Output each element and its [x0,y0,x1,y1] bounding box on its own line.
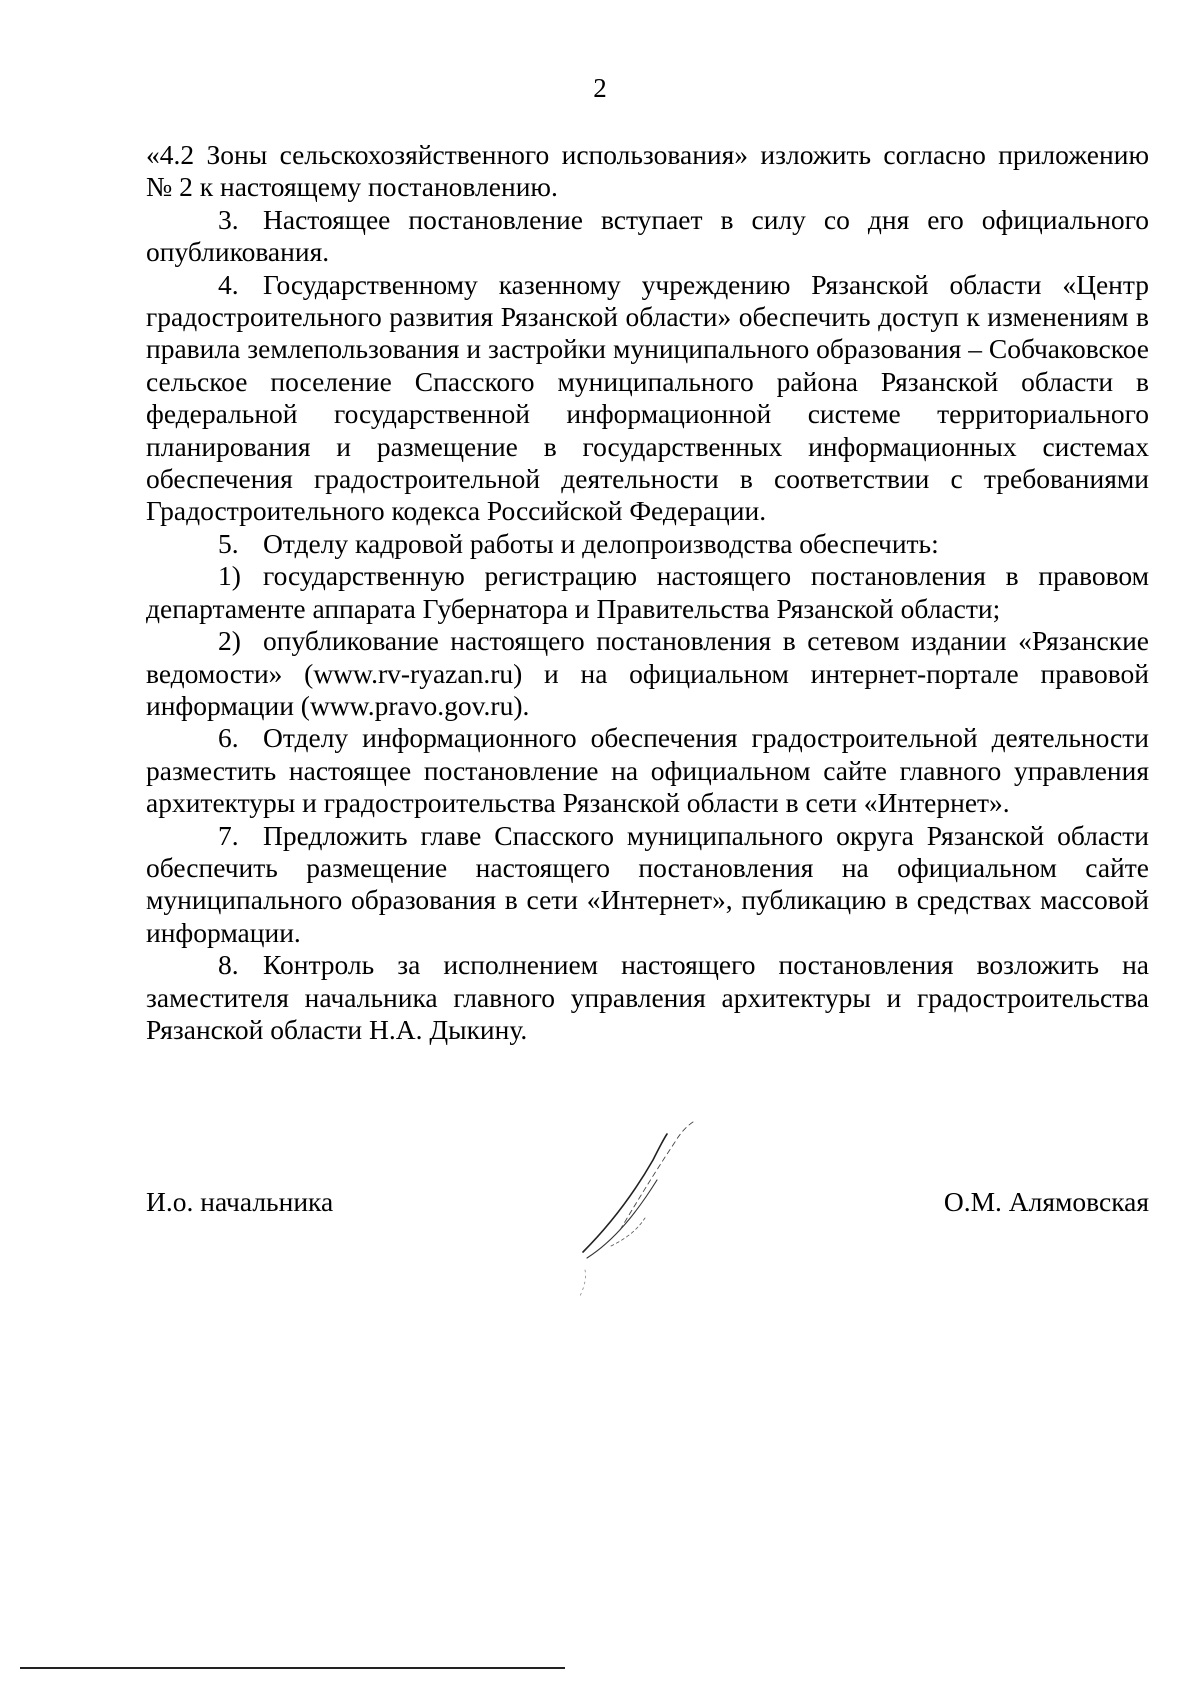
paragraph-number: 4. [218,268,239,300]
paragraph-5 [146,528,1149,560]
bottom-divider [20,1667,565,1669]
page-number: 2 [593,73,607,103]
paragraph-text: Контроль за исполнением настоящего постановления возложить на заместителя начальника главного управления архитектуры и градостроительства Рязанской области Н.А. Дыкину. [146,949,1149,1045]
paragraph-4-2-continuation [146,139,1149,204]
paragraph-number: 2) [218,625,241,657]
paragraph-number: 3. [218,203,239,235]
signatory-position: И.о. начальника [146,1186,334,1217]
paragraph-number: 7. [218,819,239,851]
paragraph-text: опубликование настоящего постановления в сетевом издании «Рязанские ведомости» (www.rv-ryazan.ru) и на официальном интернет-портале правовой информации (www.pravo.gov.ru). [146,625,1149,721]
paragraph-text: Настоящее постановление вступает в силу со дня его официального опубликования. [146,203,1149,268]
document-body [146,139,1149,1046]
subparagraph-2 [146,625,1149,722]
signature-block [146,1186,1149,1220]
paragraph-text: «4.2 Зоны сельскохозяйственного использования» изложить согласно приложению № 2 к настоящему постановлению. [146,139,1149,203]
paragraph-8 [146,949,1149,1046]
paragraph-text: государственную регистрацию настоящего постановления в правовом департаменте аппарата Губернатора и Правительства Рязанской области; [146,560,1149,624]
paragraph-3 [146,204,1149,269]
paragraph-number: 5. [218,527,239,559]
paragraph-number: 8. [218,949,239,981]
subparagraph-1 [146,560,1149,625]
paragraph-text: Предложить главе Спасского муниципального округа Рязанской области обеспечить размещение настоящего постановления на официальном сайте муниципального образования в сети «Интернет», публикацию в средствах массовой информации. [146,819,1149,948]
paragraph-number: 6. [218,722,239,754]
paragraph-number: 1) [218,560,241,592]
signatory-name: О.М. Алямовская [943,1186,1149,1217]
paragraph-text: Государственному казенному учреждению Рязанской области «Центр градостроительного развития Рязанской области» обеспечить доступ к изменениям в правила землепользования и застройки муниципального образования – Собчаковское сельское поселение Спасского муниципального района Рязанской области в федеральной государственной информационной системе территориального планирования и размещение в государственных информационных системах обеспечения градостроительной деятельности в соответствии с требованиями Градостроительного кодекса Российской Федерации. [146,268,1149,527]
paragraph-4 [146,269,1149,528]
paragraph-6 [146,722,1149,819]
paragraph-text: Отделу кадровой работы и делопроизводства обеспечить: [263,527,939,559]
paragraph-7 [146,820,1149,950]
paragraph-text: Отделу информационного обеспечения градостроительной деятельности разместить настоящее постановление на официальном сайте главного управления архитектуры и градостроительства Рязанской области в сети «Интернет». [146,722,1149,819]
